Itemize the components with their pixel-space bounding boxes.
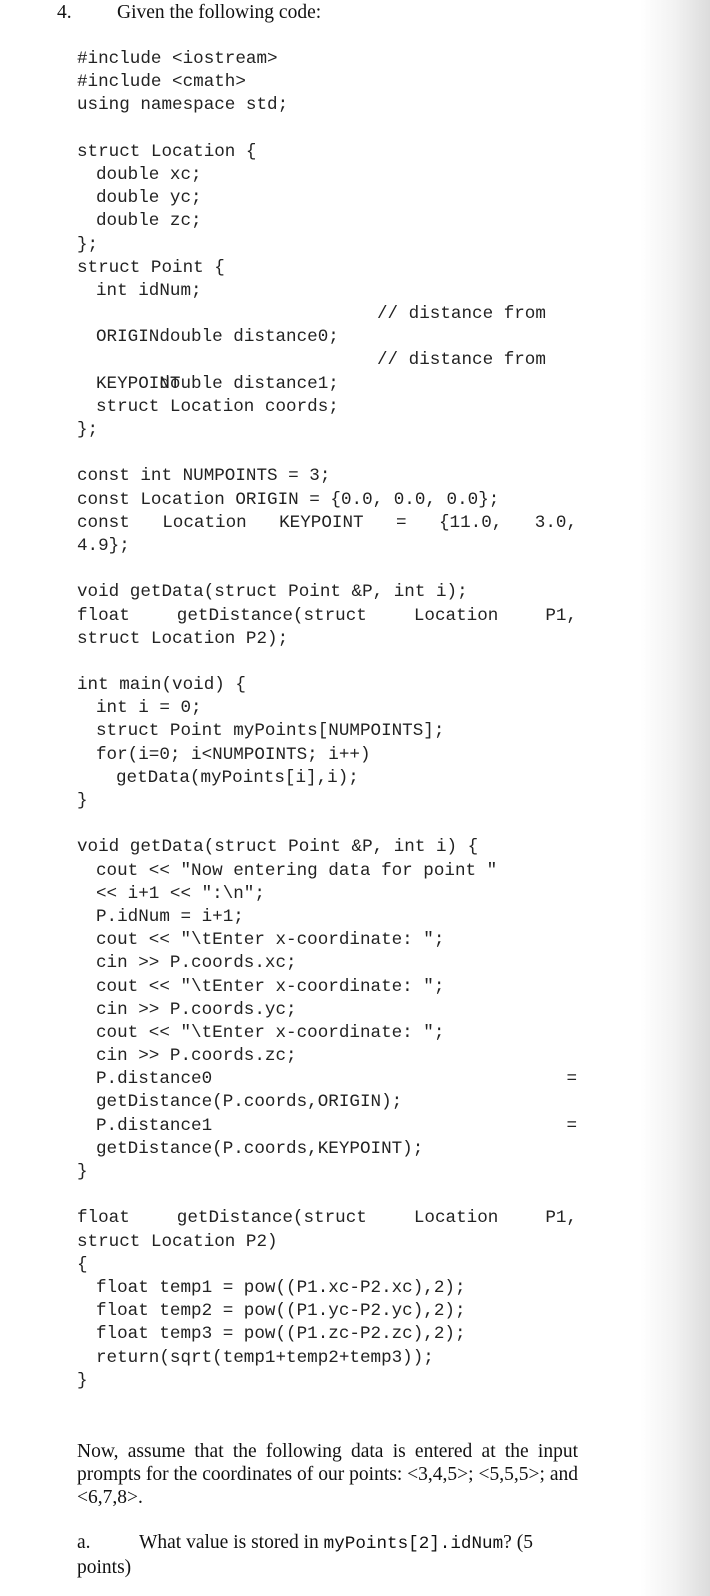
code-comment: // distance from	[377, 304, 546, 325]
code-line: cout << "\tEnter x-coordinate: ";	[96, 1022, 445, 1043]
code-line: }	[77, 1370, 88, 1391]
question-number: 4.	[57, 2, 72, 23]
code-line: KEYPOINT	[96, 373, 181, 394]
code-line	[77, 1068, 577, 1091]
code-line: struct Point myPoints[NUMPOINTS];	[96, 721, 445, 742]
code-token: float	[77, 1208, 130, 1229]
part-a-text-before: What value is stored in	[139, 1532, 324, 1553]
code-token: =	[396, 512, 407, 533]
code-line: };	[77, 234, 99, 255]
code-line: ORIGIN	[96, 327, 160, 348]
code-line: struct Location P2)	[77, 1231, 278, 1252]
code-line: cin >> P.coords.zc;	[96, 1046, 297, 1067]
code-line: double zc;	[96, 211, 202, 232]
code-line: const Location ORIGIN = {0.0, 0.0, 0.0};	[77, 489, 500, 510]
code-line: struct Location {	[77, 141, 257, 162]
code-token: Location	[413, 605, 499, 626]
code-line	[77, 1115, 577, 1138]
code-line: #include <cmath>	[77, 72, 246, 93]
code-listing	[77, 48, 577, 1393]
code-token: P1,	[545, 605, 577, 626]
part-a-question	[77, 1531, 578, 1580]
code-line: cout << "\tEnter x-coordinate: ";	[96, 930, 445, 951]
code-line: int main(void) {	[77, 675, 246, 696]
code-line: };	[77, 420, 99, 440]
code-line: cout << "Now entering data for point "	[96, 860, 498, 881]
code-line: P.idNum = i+1;	[96, 906, 244, 927]
code-comment: // distance from	[377, 350, 546, 371]
code-token: =	[566, 1069, 577, 1090]
code-token: float	[77, 605, 130, 626]
code-line	[77, 512, 577, 535]
code-line: int idNum;	[96, 280, 202, 301]
code-token: const	[77, 512, 130, 533]
code-line: void getData(struct Point &P, int i) {	[77, 837, 479, 858]
code-token: KEYPOINT	[279, 512, 364, 533]
code-line: getDistance(P.coords,KEYPOINT);	[96, 1138, 424, 1159]
code-line: struct Location coords;	[96, 396, 339, 417]
code-line: {	[77, 1254, 88, 1275]
part-a-code: myPoints[2].idNum	[323, 1534, 504, 1554]
part-a-label: a.	[77, 1532, 91, 1553]
code-token: double distance1;	[159, 373, 339, 394]
code-line: float temp1 = pow((P1.xc-P2.xc),2);	[96, 1277, 466, 1298]
code-line: int i = 0;	[96, 698, 202, 719]
code-line: using namespace std;	[77, 95, 289, 116]
code-line: for(i=0; i<NUMPOINTS; i++)	[96, 744, 371, 765]
code-line: << i+1 << ":\n";	[96, 883, 265, 904]
code-line: getDistance(P.coords,ORIGIN);	[96, 1092, 403, 1113]
code-token: 3.0,	[534, 512, 577, 533]
code-line	[77, 1207, 577, 1230]
code-line: return(sqrt(temp1+temp2+temp3));	[96, 1347, 434, 1368]
code-line: struct Location P2);	[77, 628, 289, 649]
code-line	[77, 605, 577, 628]
instruction-paragraph: Now, assume that the following data is entered at the input prompts for the coordinates of our points: <3,4,5>; <5,5,5>; and <6,7,8>.	[77, 1441, 578, 1508]
code-line: getData(myPoints[i],i);	[116, 767, 359, 788]
code-line: double yc;	[96, 188, 202, 209]
code-line: cout << "\tEnter x-coordinate: ";	[96, 976, 445, 997]
code-line: }	[77, 791, 88, 811]
code-token: getDistance(struct	[176, 1208, 367, 1229]
code-token: Location	[413, 1208, 499, 1229]
code-line: }	[77, 1162, 88, 1182]
code-token: Location	[162, 512, 247, 533]
code-line: double xc;	[96, 164, 202, 185]
code-line: float temp3 = pow((P1.zc-P2.zc),2);	[96, 1324, 466, 1345]
code-line: #include <iostream>	[77, 49, 278, 69]
part-a-text-after: ? (5 points)	[77, 1532, 533, 1578]
code-token: =	[566, 1115, 577, 1136]
code-token: P1,	[545, 1208, 577, 1229]
code-token: P.distance1	[96, 1115, 213, 1136]
code-token: double distance0;	[159, 327, 339, 348]
code-line: void getData(struct Point &P, int i);	[77, 582, 468, 603]
code-line: cin >> P.coords.yc;	[96, 999, 297, 1020]
question-title: Given the following code:	[117, 2, 322, 23]
code-line: const int NUMPOINTS = 3;	[77, 466, 331, 487]
code-token: P.distance0	[96, 1069, 213, 1090]
code-line: struct Point {	[77, 257, 225, 278]
code-line: cin >> P.coords.xc;	[96, 953, 297, 974]
code-token: getDistance(struct	[176, 605, 367, 626]
code-token: {11.0,	[438, 512, 503, 533]
code-line: 4.9};	[77, 535, 130, 556]
code-line: float temp2 = pow((P1.yc-P2.yc),2);	[96, 1301, 466, 1322]
